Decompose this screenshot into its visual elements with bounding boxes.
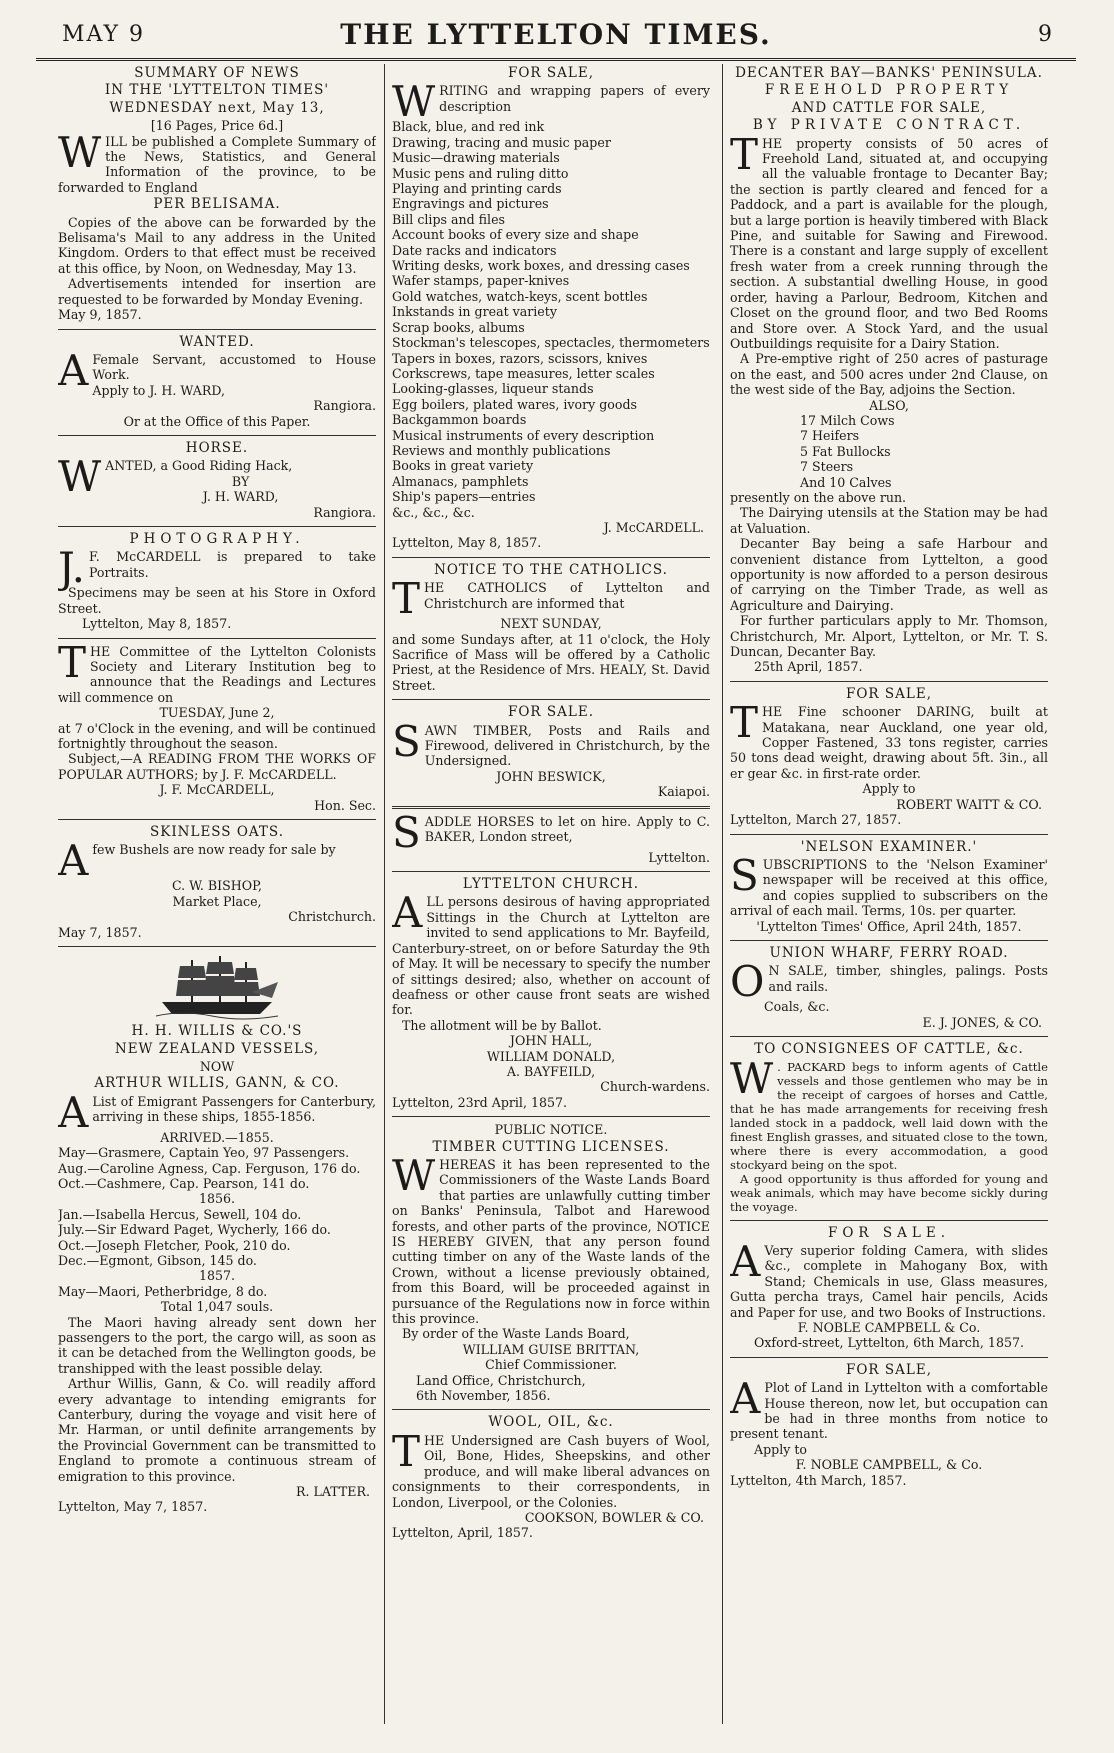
committee-body: HE Committee of the Lyttelton Colonists Society and Literary Institution beg to announce that the Readings and Lectures will commence on [58, 643, 376, 705]
union-heading: UNION WHARF, FERRY ROAD. [769, 944, 1009, 961]
horse-heading: HORSE. [185, 439, 249, 456]
list-item: Backgammon boards [392, 412, 527, 428]
schooner-heading: FOR SALE, [846, 685, 932, 702]
list-item: Gold watches, watch-keys, scent bottles [392, 288, 648, 304]
sawn-heading: FOR SALE. [508, 704, 594, 721]
catholics-rest: and some Sundays after, at 11 o'clock, the Holy Sacrifice of Mass will be offered by a Catholic Priest, at the Residence of Mrs. HEALY, St. David Street. [392, 631, 710, 693]
wanted-heading: WANTED. [179, 333, 255, 350]
committee-subject: Subject,—A READING FROM THE WORKS OF POPULAR AUTHORS; by J. F. McCARDELL. [58, 751, 376, 782]
separator [392, 699, 710, 700]
decanter-harbour: Decanter Bay being a safe Harbour and convenient distance from Lyttelton, a good opportunity is now afforded to a person desirous of carrying on the Timber Trade, as well as Agriculture and Dairying. [730, 536, 1048, 613]
passenger-line: July.—Sir Edward Paget, Wycherly, 166 do. [58, 1222, 331, 1238]
camera-body: Very superior folding Camera, with slides &c., complete in Mahogany Box, with Stand; Chemicals in use, Glass measures, Gutta percha trays, Camel hair pencils, Acids and Paper for use, and two Books of Instructions. [730, 1242, 1048, 1320]
sailing-ship-icon [152, 952, 282, 1022]
list-item: &c., &c., &c. [392, 504, 475, 520]
wool-date: Lyttelton, April, 1857. [392, 1525, 533, 1541]
list-item: Bill clips and files [392, 211, 506, 227]
willis-arrived: ARRIVED.—1855. [160, 1129, 274, 1145]
decanter-also: ALSO, [869, 397, 909, 413]
separator [730, 1357, 1048, 1358]
separator [730, 834, 1048, 835]
separator [58, 329, 376, 330]
list-item: Reviews and monthly publications [392, 442, 611, 458]
timber-office: Land Office, Christchurch, [416, 1372, 586, 1388]
separator [392, 557, 710, 558]
wanted-ad: WANTED. A Female Servant, accustomed to House Work. Apply to J. H. WARD, Rangiora. Or at the Office of this Paper. [58, 333, 376, 429]
timber-role: Chief Commissioner. [485, 1357, 617, 1373]
nelson-date: 'Lyttelton Times' Office, April 24th, 1857. [756, 918, 1022, 934]
consignees-good: A good opportunity is thus afforded for young and weak animals, which may have become sickly during the voyage. [730, 1171, 1048, 1214]
photo-date: Lyttelton, May 8, 1857. [82, 616, 232, 632]
decanter-preempt: A Pre-emptive right of 250 acres of pasturage on the east, and 500 acres under 2nd Clause, on the west side of the Bay, adjoins the Section. [730, 351, 1048, 398]
horse-ad: HORSE. WANTED, a Good Riding Hack, BY J. H. WARD, Rangiora. [58, 439, 376, 520]
list-item: Drawing, tracing and music paper [392, 134, 611, 150]
timber-heading: TIMBER CUTTING LICENSES. [432, 1138, 670, 1155]
church-heading: LYTTELTON CHURCH. [462, 876, 640, 893]
cattle-item: 17 Milch Cows [800, 412, 895, 428]
decanter-further: For further particulars apply to Mr. Thomson, Christchurch, Mr. Alport, Lyttelton, or Mr. T. S. Duncan, Decanter Bay. [730, 613, 1048, 660]
separator [392, 1116, 710, 1117]
church-role: Church-wardens. [600, 1079, 710, 1095]
catholics-ad: NOTICE TO THE CATHOLICS. THE CATHOLICS of Lyttelton and Christchurch are informed that NEXT SUNDAY, and some Sundays after, at 11 o'clock, the Holy Sacrifice of Mass will be offered by a Catholic Priest, at the Residence of Mrs. HEALY, St. David Street. [392, 561, 710, 693]
photo-spec: Specimens may be seen at his Store in Oxford Street. [58, 585, 376, 616]
list-item: Account books of every size and shape [392, 227, 639, 243]
church-body: LL persons desirous of having appropriated Sittings in the Church at Lyttelton are invited to send applications to Mr. Bayfeild, Canterbury-street, on or before Saturday the 9th of May. It will be necessary to specify the number of sittings desired; also, whether on account of deafness or other cause front seats are wished for. [392, 894, 710, 1018]
schooner-date: Lyttelton, March 27, 1857. [730, 812, 902, 828]
schooner-sig: ROBERT WAITT & CO. [896, 796, 1042, 812]
wool-sig: COOKSON, BOWLER & CO. [524, 1509, 704, 1525]
passenger-line: Oct.—Cashmere, Cap. Pearson, 141 do. [58, 1175, 310, 1191]
list-item: Tapers in boxes, razors, scissors, knives [392, 350, 648, 366]
wanted-apply: Apply to J. H. WARD, [92, 382, 225, 398]
camera-ad: FOR SALE. A Very superior folding Camera, with slides &c., complete in Mahogany Box, with Stand; Chemicals in use, Glass measures, Gutta percha trays, Camel hair pencils, Acids and Paper for use, and two Books of Instructions. F. NOBLE CAMPBELL & Co. Oxford-street, Lyttelton, 6th March, 1857. [730, 1224, 1048, 1351]
list-item: Date racks and indicators [392, 242, 557, 258]
summary-date: WEDNESDAY next, May 13, [109, 99, 325, 116]
wanted-or: Or at the Office of this Paper. [123, 413, 311, 429]
summary-per: PER BELISAMA. [153, 196, 281, 213]
list-item: Ship's papers—entries [392, 489, 536, 505]
stationery-date: Lyttelton, May 8, 1857. [392, 535, 542, 551]
decanter-bay-ad: DECANTER BAY—BANKS' PENINSULA. FREEHOLD PROPERTY AND CATTLE FOR SALE, BY PRIVATE CONTRACT. THE property consists of 50 acres of Freehold Land, situated at, and occupying all the valuable frontage to Decanter Bay; the section is partly cleared and fenced for a Paddock, and a part is available for the plough, but a large portion is heavily timbered with Black Pine, and suitable for Sawing and Firewood. There is a constant and large supply of excellent fresh water from a creek running through the section. A substantial dwelling House, in good order, having a Parlour, Bedroom, Kitchen and Closet on the ground floor, and two Bed Rooms and Store over. A Stock Yard, and the usual Outbuildings requisite for a Dairy Station. A Pre-emptive right of 250 acres of pasturage on the east, and 500 acres under 2nd Clause, on the west side of the Bay, adjoins the Section. ALSO, 17 Milch Cows 7 Heifers 5 Fat Bullocks 7 Steers And 10 Calves presently on the above run. The Dairying utensils at the Station may be had at Valuation. Decanter Bay being a safe Harbour and convenient distance from Lyttelton, a good opportunity is now afforded to a person desirous of carrying on the Timber Trade, as well as Agriculture and Dairying. For further particulars apply to Mr. Thomson, Christchurch, Mr. Alport, Lyttelton, or Mr. T. S. Duncan, Decanter Bay. 25th April, 1857. [730, 65, 1048, 675]
oats-name: C. W. BISHOP, [171, 878, 263, 894]
union-sig: E. J. JONES, & CO. [922, 1014, 1042, 1030]
willis-now: NOW [199, 1058, 235, 1074]
willis-maori: The Maori having already sent down her passengers to the port, the cargo will, as soon as it can be detached from the Wellington goods, be transhipped with the least possible delay. [58, 1314, 376, 1376]
nelson-examiner-ad: 'NELSON EXAMINER.' SUBSCRIPTIONS to the 'Nelson Examiner' newspaper will be received at this office, and copies supplied to subscribers on the arrival of each mail. Terms, 10s. per quarter. 'Lyttelton Times' Office, April 24th, 1857. [730, 838, 1048, 934]
stationery-list [392, 119, 710, 520]
cattle-list [730, 413, 1048, 490]
timber-sig: WILLIAM GUISE BRITTAN, [462, 1341, 640, 1357]
plot-sig: F. NOBLE CAMPBELL, & Co. [795, 1457, 983, 1473]
decanter-heading-3: AND CATTLE FOR SALE, [791, 99, 987, 116]
cattle-item: And 10 Calves [800, 474, 892, 490]
wanted-place: Rangiora. [313, 398, 376, 414]
willis-heading-3: ARTHUR WILLIS, GANN, & CO. [94, 1075, 340, 1092]
willis-date: Lyttelton, May 7, 1857. [58, 1499, 208, 1515]
list-item: Playing and printing cards [392, 181, 562, 197]
camera-heading: FOR SALE. [828, 1224, 950, 1241]
separator [730, 1220, 1048, 1221]
separator [58, 435, 376, 436]
catholics-next: NEXT SUNDAY, [500, 616, 602, 632]
year-1857: 1857. [198, 1268, 236, 1284]
schooner-apply: Apply to [862, 781, 916, 797]
newspaper-title: THE LYTTELTON TIMES. [340, 18, 772, 51]
masthead-rule [36, 58, 1076, 61]
list-item: Music—drawing materials [392, 150, 560, 166]
separator [392, 871, 710, 872]
passenger-line: Jan.—Isabella Hercus, Sewell, 104 do. [58, 1206, 302, 1222]
willis-heading-2: NEW ZEALAND VESSELS, [114, 1040, 320, 1057]
wool-heading: WOOL, OIL, &c. [488, 1414, 614, 1431]
list-item: Musical instruments of every description [392, 427, 655, 443]
stationery-sig: J. McCARDELL. [603, 519, 704, 535]
timber-date: 6th November, 1856. [416, 1388, 551, 1404]
separator [730, 681, 1048, 682]
decanter-body: HE property consists of 50 acres of Freehold Land, situated at, and occupying all the valuable frontage to Decanter Bay; the section is partly cleared and fenced for a Paddock, and a part is available for the plough, but a large portion is heavily timbered with Black Pine, and suitable for Sawing and Firewood. There is a constant and large supply of excellent fresh water from a creek running through the section. A substantial dwelling House, in good order, having a Parlour, Bedroom, Kitchen and Closet on the ground floor, and two Bed Rooms and Store over. A Stock Yard, and the usual Outbuildings requisite for a Dairy Station. [730, 135, 1048, 351]
decanter-presently: presently on the above run. [730, 489, 907, 505]
willis-ad: H. H. WILLIS & CO.'S NEW ZEALAND VESSELS, NOW ARTHUR WILLIS, GANN, & CO. A List of Emigrant Passengers for Canterbury, arriving in these ships, 1855-1856. ARRIVED.—1855. May—Grasmere, Captain Yeo, 97 Passengers. Aug.—Caroline Agness, Cap. Ferguson, 176 do. Oct.—Cashmere, Cap. Pearson, 141 do. 1856. Jan.—Isabella Hercus, Sewell, 104 do. July.—Sir Edward Paget, Wycherly, 166 do. Oct.—Joseph Fletcher, Pook, 210 do. Dec.—Egmont, Gibson, 145 do. 1857. May—Maori, Petherbridge, 8 do. Total 1,047 souls. The Maori having already sent down her passengers to the port, the cargo will, as soon as it can be detached from the Wellington goods, be transhipped with the least possible delay. Arthur Willis, Gann, & Co. will readily afford every advantage to intending emigrants for Canterbury, during the voyage and visit here of Mr. Harman, or until definite arrangements by the Provincial Government can be transmitted to England to promote a continuous stream of emigration to this province. R. LATTER. Lyttelton, May 7, 1857. [58, 952, 376, 1515]
oats-ad: SKINLESS OATS. Afew Bushels are now ready for sale by C. W. BISHOP, Market Place, Christchurch. May 7, 1857. [58, 824, 376, 940]
separator [58, 819, 376, 820]
plot-heading: FOR SALE, [846, 1361, 932, 1378]
drop-cap: W [58, 127, 102, 177]
catholics-body: HE CATHOLICS of Lyttelton and Christchurch are informed that [424, 580, 710, 611]
list-item: Engravings and pictures [392, 196, 549, 212]
wanted-body: Female Servant, accustomed to House Work. [92, 351, 376, 383]
church-sig: JOHN HALL, [509, 1033, 593, 1049]
decanter-date: 25th April, 1857. [754, 659, 863, 675]
sawn-body: AWN TIMBER, Posts and Rails and Firewood, delivered in Christchurch, by the Undersigned. [424, 722, 710, 769]
willis-total: Total 1,047 souls. [160, 1299, 274, 1315]
stationery-heading: FOR SALE, [508, 65, 594, 81]
horse-name: J. H. WARD, [202, 489, 279, 505]
plot-date: Lyttelton, 4th March, 1857. [730, 1472, 907, 1488]
masthead [36, 14, 1076, 56]
list-item: Stockman's telescopes, spectacles, thermometers [392, 335, 710, 351]
photography-ad: PHOTOGRAPHY. J. F. McCARDELL is prepared to take Portraits. Specimens may be seen at his Store in Oxford Street. Lyttelton, May 8, 1857. [58, 530, 376, 632]
nelson-heading: 'NELSON EXAMINER.' [800, 838, 978, 855]
public-notice: PUBLIC NOTICE. [494, 1122, 608, 1138]
committee-ad: THE Committee of the Lyttelton Colonists Society and Literary Institution beg to announce that the Readings and Lectures will commence on TUESDAY, June 2, at 7 o'Clock in the evening, and will be continued fortnightly throughout the season. Subject,—A READING FROM THE WORKS OF POPULAR AUTHORS; by J. F. McCARDELL. J. F. McCARDELL, Hon. Sec. [58, 637, 376, 813]
horse-body: ANTED, a Good Riding Hack, [105, 458, 293, 474]
oats-body: few Bushels are now ready for sale by [92, 842, 336, 858]
separator [58, 946, 376, 947]
church-sig: WILLIAM DONALD, [486, 1048, 616, 1064]
sawn-timber-ad: FOR SALE. SAWN TIMBER, Posts and Rails and Firewood, delivered in Christchurch, by the Undersigned. JOHN BESWICK, Kaiapoi. [392, 704, 710, 800]
saddle-body: ADDLE HORSES to let on hire. Apply to C. BAKER, London street, [424, 813, 710, 845]
wool-body: HE Undersigned are Cash buyers of Wool, Oil, Bone, Hides, Sheepskins, and other produce, and will make liberal advances on consignments to their correspondents, in London, Liverpool, or the Colonies. [392, 1432, 710, 1510]
passenger-line: May—Maori, Petherbridge, 8 do. [58, 1283, 268, 1299]
timber-body: HEREAS it has been represented to the Commissioners of the Waste Lands Board that parties are unlawfully cutting timber on Banks' Peninsula, Talbot and Harewood forests, and other parts of the province, NOTICE IS HEREBY GIVEN, that any person found cutting timber on any of the Waste lands of the Crown, without a license previously obtained, from this Board, will be proceeded against in pursuance of the Regulations now in force within this province. [392, 1156, 710, 1327]
passenger-line: Aug.—Caroline Agness, Cap. Ferguson, 176 do. [58, 1160, 361, 1176]
list-item: Black, blue, and red ink [392, 119, 545, 135]
summary-body: ILL be published a Complete Summary of the News, Statistics, and General Information of the province, to be forwarded to England [58, 133, 376, 195]
wool-ad: WOOL, OIL, &c. THE Undersigned are Cash buyers of Wool, Oil, Bone, Hides, Sheepskins, and other produce, and will make liberal advances on consignments to their correspondents, in London, Liverpool, or the Colonies. COOKSON, BOWLER & CO. Lyttelton, April, 1857. [392, 1414, 710, 1541]
consignees-ad: TO CONSIGNEES OF CATTLE, &c. W . PACKARD begs to inform agents of Cattle vessels and those gentlemen who may be in the receipt of cargoes of horses and Cattle, that he has made arrangements for receiving fresh landed stock in a paddock, well laid down with the finest English grasses, and situated close to the town, where there is every accommodation, a good stockyard being on the spot. A good opportunity is thus afforded for young and weak animals, which may have become sickly during the voyage. [730, 1041, 1048, 1214]
oats-heading: SKINLESS OATS. [150, 824, 284, 841]
timber-order: By order of the Waste Lands Board, [402, 1326, 630, 1342]
schooner-body: HE Fine schooner DARING, built at Matakana, near Auckland, one year old, Copper Fastened, 33 tons register, carries 50 tons dead weight, drawing about 5ft. 3in., all er gear &c. in first-rate order. [730, 704, 1048, 781]
separator [392, 806, 710, 809]
list-item: Egg boilers, plated wares, ivory goods [392, 396, 637, 412]
catholics-heading: NOTICE TO THE CATHOLICS. [434, 561, 668, 578]
willis-sig: R. LATTER. [296, 1484, 370, 1500]
schooner-ad: FOR SALE, THE Fine schooner DARING, built at Matakana, near Auckland, one year old, Copper Fastened, 33 tons register, carries 50 tons dead weight, drawing about 5ft. 3in., all er gear &c. in first-rate order. Apply to ROBERT WAITT & CO. Lyttelton, March 27, 1857. [730, 685, 1048, 828]
list-item: Looking-glasses, liqueur stands [392, 381, 594, 397]
column-1 [58, 64, 376, 1734]
passenger-line: Oct.—Joseph Fletcher, Pook, 210 do. [58, 1237, 291, 1253]
plot-ad: FOR SALE, A Plot of Land in Lyttelton with a comfortable House thereon, now let, but occupation can be had in three months from notice to present tenant. Apply to F. NOBLE CAMPBELL, & Co. Lyttelton, 4th March, 1857. [730, 1361, 1048, 1488]
timber-licenses-ad: PUBLIC NOTICE. TIMBER CUTTING LICENSES. WHEREAS it has been represented to the Commissioners of the Waste Lands Board that parties are unlawfully cutting timber on Banks' Peninsula, Talbot and Harewood forests, and other parts of the province, NOTICE IS HEREBY GIVEN, that any person found cutting timber on any of the Waste lands of the Crown, without a license previously obtained, from this Board, will be proceeded against in pursuance of the Regulations now in force within this province. By order of the Waste Lands Board, WILLIAM GUISE BRITTAN, Chief Commissioner. Land Office, Christchurch, 6th November, 1856. [392, 1122, 710, 1404]
separator [58, 526, 376, 527]
column-divider [384, 64, 385, 1724]
cattle-item: 5 Fat Bullocks [800, 443, 891, 459]
church-allot: The allotment will be by Ballot. [402, 1017, 602, 1033]
camera-sig: F. NOBLE CAMPBELL & Co. [797, 1320, 981, 1335]
column-2 [392, 64, 710, 1734]
summary-adv: Advertisements intended for insertion are requested to be forwarded by Monday Evening. [58, 276, 376, 307]
list-item: Music pens and ruling ditto [392, 165, 569, 181]
summary-date2: May 9, 1857. [58, 307, 142, 323]
separator [730, 940, 1048, 941]
decanter-dairy: The Dairying utensils at the Station may be had at Valuation. [730, 505, 1048, 536]
willis-heading: H. H. WILLIS & CO.'S [131, 1023, 303, 1040]
committee-sig: J. F. McCARDELL, [159, 782, 275, 798]
church-ad: LYTTELTON CHURCH. ALL persons desirous of having appropriated Sittings in the Church at Lyttelton are invited to send applications to Mr. Bayfeild, Canterbury-street, on or before Saturday the 9th of May. It will be necessary to specify the number of sittings desired; also, whether on account of deafness or other cause front seats are wished for. The allotment will be by Ballot. JOHN HALL, WILLIAM DONALD, A. BAYFEILD, Church-wardens. Lyttelton, 23rd April, 1857. [392, 876, 710, 1110]
summary-copies: Copies of the above can be forwarded by the Belisama's Mail to any address in the United Kingdom. Orders to that effect must be received at this office, by Noon, on Wednesday, May 13. [58, 214, 376, 276]
summary-price: [16 Pages, Price 6d.] [150, 118, 284, 134]
plot-body: Plot of Land in Lyttelton with a comfortable House thereon, now let, but occupation can be had in three months from notice to present tenant. [730, 1380, 1048, 1442]
cattle-item: 7 Heifers [800, 428, 860, 444]
oats-town: Christchurch. [288, 909, 376, 925]
consignees-heading: TO CONSIGNEES OF CATTLE, &c. [754, 1041, 1024, 1058]
separator [58, 638, 376, 639]
summary-ad [58, 66, 376, 323]
horse-by: BY [231, 473, 250, 489]
saddle-place: Lyttelton. [648, 849, 710, 865]
page-number: 9 [1038, 22, 1052, 47]
photo-heading: PHOTOGRAPHY. [129, 530, 305, 547]
list-item: Wafer stamps, paper-knives [392, 273, 570, 289]
year-1856: 1856. [198, 1191, 236, 1207]
cattle-item: 7 Steers [800, 459, 854, 475]
list-item: Scrap books, albums [392, 319, 525, 335]
decanter-heading-2: FREEHOLD PROPERTY [764, 82, 1014, 99]
column-divider [722, 64, 723, 1724]
saddle-ad: SADDLE HORSES to let on hire. Apply to C. BAKER, London street, Lyttelton. [392, 807, 710, 865]
separator [392, 1409, 710, 1410]
willis-arthur: Arthur Willis, Gann, & Co. will readily afford every advantage to intending emigrants for Canterbury, during the voyage and visit here of Mr. Harman, or until definite arrangements by the Provincial Government can be transmitted to England to promote a continuous stream of emigration to this province. [58, 1376, 376, 1484]
list-item: Corkscrews, tape measures, letter scales [392, 365, 655, 381]
nelson-body: UBSCRIPTIONS to the 'Nelson Examiner' newspaper will be received at this office, and copies supplied to subscribers on the arrival of each mail. Terms, 10s. per quarter. [730, 856, 1048, 919]
union-wharf-ad: UNION WHARF, FERRY ROAD. O N SALE, timber, shingles, palings. Posts and rails. Coals, &c. E. J. JONES, & CO. [730, 944, 1048, 1030]
committee-role: Hon. Sec. [314, 797, 376, 813]
church-sig: A. BAYFEILD, [506, 1063, 596, 1079]
horse-place: Rangiora. [313, 504, 376, 520]
column-3 [730, 64, 1048, 1734]
plot-apply: Apply to [754, 1441, 808, 1457]
photo-body: F. McCARDELL is prepared to take Portraits. [88, 549, 376, 580]
list-item: Books in great variety [392, 458, 534, 474]
summary-heading: SUMMARY OF NEWS [134, 65, 300, 81]
list-item: Writing desks, work boxes, and dressing cases [392, 258, 690, 274]
passenger-line: Dec.—Egmont, Gibson, 145 do. [58, 1252, 257, 1268]
oats-date: May 7, 1857. [58, 924, 142, 940]
camera-date: Oxford-street, Lyttelton, 6th March, 1857. [754, 1335, 1024, 1351]
stationery-intro: RITING and wrapping papers of every description [439, 83, 710, 114]
union-coals: Coals, &c. [764, 999, 830, 1015]
oats-place: Market Place, [172, 893, 262, 909]
stationery-ad: FOR SALE, WRITING and wrapping papers of every description Black, blue, and red ink Drawing, tracing and music paper Music—drawing materials Music pens and ruling ditto Playing and printing cards Engravings and pictures Bill clips and files Account books of every size and shape Date racks and indicators Writing desks, work boxes, and dressing cases Wafer stamps, paper-knives Gold watches, watch-keys, scent bottles Inkstands in great variety Scrap books, albums Stockman's telescopes, spectacles, thermometers Tapers in boxes, razors, scissors, knives Corkscrews, tape measures, letter scales Looking-glasses, liqueur stands Egg boilers, plated wares, ivory goods Backgammon boards Musical instruments of every description Reviews and monthly publications Books in great variety Almanacs, pamphlets Ship's papers—entries &c., &c., &c. J. McCARDELL. Lyttelton, May 8, 1857. [392, 65, 710, 551]
decanter-heading: DECANTER BAY—BANKS' PENINSULA. [735, 65, 1043, 81]
summary-in: IN THE 'LYTTELTON TIMES' [104, 82, 330, 99]
union-body: N SALE, timber, shingles, palings. Posts and rails. [768, 963, 1048, 994]
sawn-place: Kaiapoi. [657, 784, 710, 800]
separator [730, 1036, 1048, 1037]
church-date: Lyttelton, 23rd April, 1857. [392, 1094, 568, 1110]
list-item: Almanacs, pamphlets [392, 473, 529, 489]
sawn-sig: JOHN BESWICK, [496, 768, 606, 784]
consignees-body: . PACKARD begs to inform agents of Cattle vessels and those gentlemen who may be in the receipt of cargoes of horses and Cattle, that he has made arrangements for receiving fresh landed stock in a paddock, well laid down with the finest English grasses, and situated close to the town, where there is every accommodation, a good stockyard being on the spot. [730, 1059, 1048, 1172]
committee-day: TUESDAY, June 2, [159, 705, 275, 721]
issue-date: MAY 9 [62, 22, 146, 47]
willis-list: List of Emigrant Passengers for Canterbury, arriving in these ships, 1855-1856. [92, 1093, 376, 1125]
decanter-heading-4: BY PRIVATE CONTRACT. [752, 117, 1026, 134]
list-item: Inkstands in great variety [392, 304, 557, 320]
passenger-line: May—Grasmere, Captain Yeo, 97 Passengers. [58, 1145, 350, 1161]
committee-at: at 7 o'Clock in the evening, and will be continued fortnightly throughout the season. [58, 720, 376, 752]
